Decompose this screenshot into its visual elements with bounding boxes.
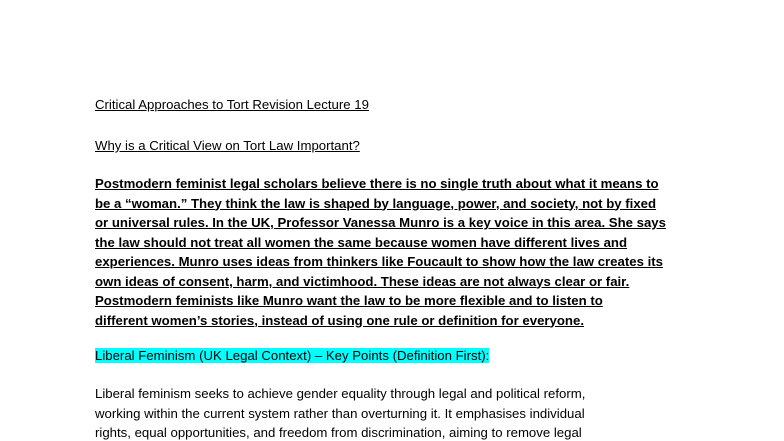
- document-title: Critical Approaches to Tort Revision Lecture 19: [95, 97, 369, 112]
- body-line: Liberal feminism seeks to achieve gender equality through legal and political reform,: [95, 386, 586, 401]
- paragraph-line: different women’s stories, instead of using one rule or definition for everyone.: [95, 312, 584, 328]
- liberal-feminism-heading-row: [95, 346, 695, 366]
- paragraph-line: the law should not treat all women the same because women have different lives and: [95, 234, 628, 250]
- paragraph-line: Postmodern feminists like Munro want the law to be more flexible and to listen to: [95, 293, 603, 308]
- paragraph-line: be a “woman.” They think the law is shaped by language, power, and society, not by fixed: [95, 195, 657, 211]
- paragraph-line: or universal rules. In the UK, Professor Vanessa Munro is a key voice in this area. She says: [95, 215, 666, 230]
- postmodern-feminism-paragraph: [95, 174, 695, 330]
- body-line: working within the current system rather than overturning it. It emphasises individual: [95, 405, 585, 421]
- paragraph-line: experiences. Munro uses ideas from thinkers like Foucault to show how the law creates its: [95, 254, 663, 269]
- section-question: Why is a Critical View on Tort Law Important?: [95, 138, 360, 153]
- liberal-feminism-heading: Liberal Feminism (UK Legal Context) – Key Points (Definition First):: [95, 348, 490, 363]
- paragraph-line: Postmodern feminist legal scholars believe there is no single truth about what it means to: [95, 176, 659, 191]
- body-line: rights, equal opportunities, and freedom from discrimination, aiming to remove legal: [95, 425, 582, 440]
- liberal-feminism-body: [95, 384, 695, 441]
- paragraph-line: own ideas of consent, harm, and victimhood. These ideas are not always clear or fair.: [95, 273, 630, 289]
